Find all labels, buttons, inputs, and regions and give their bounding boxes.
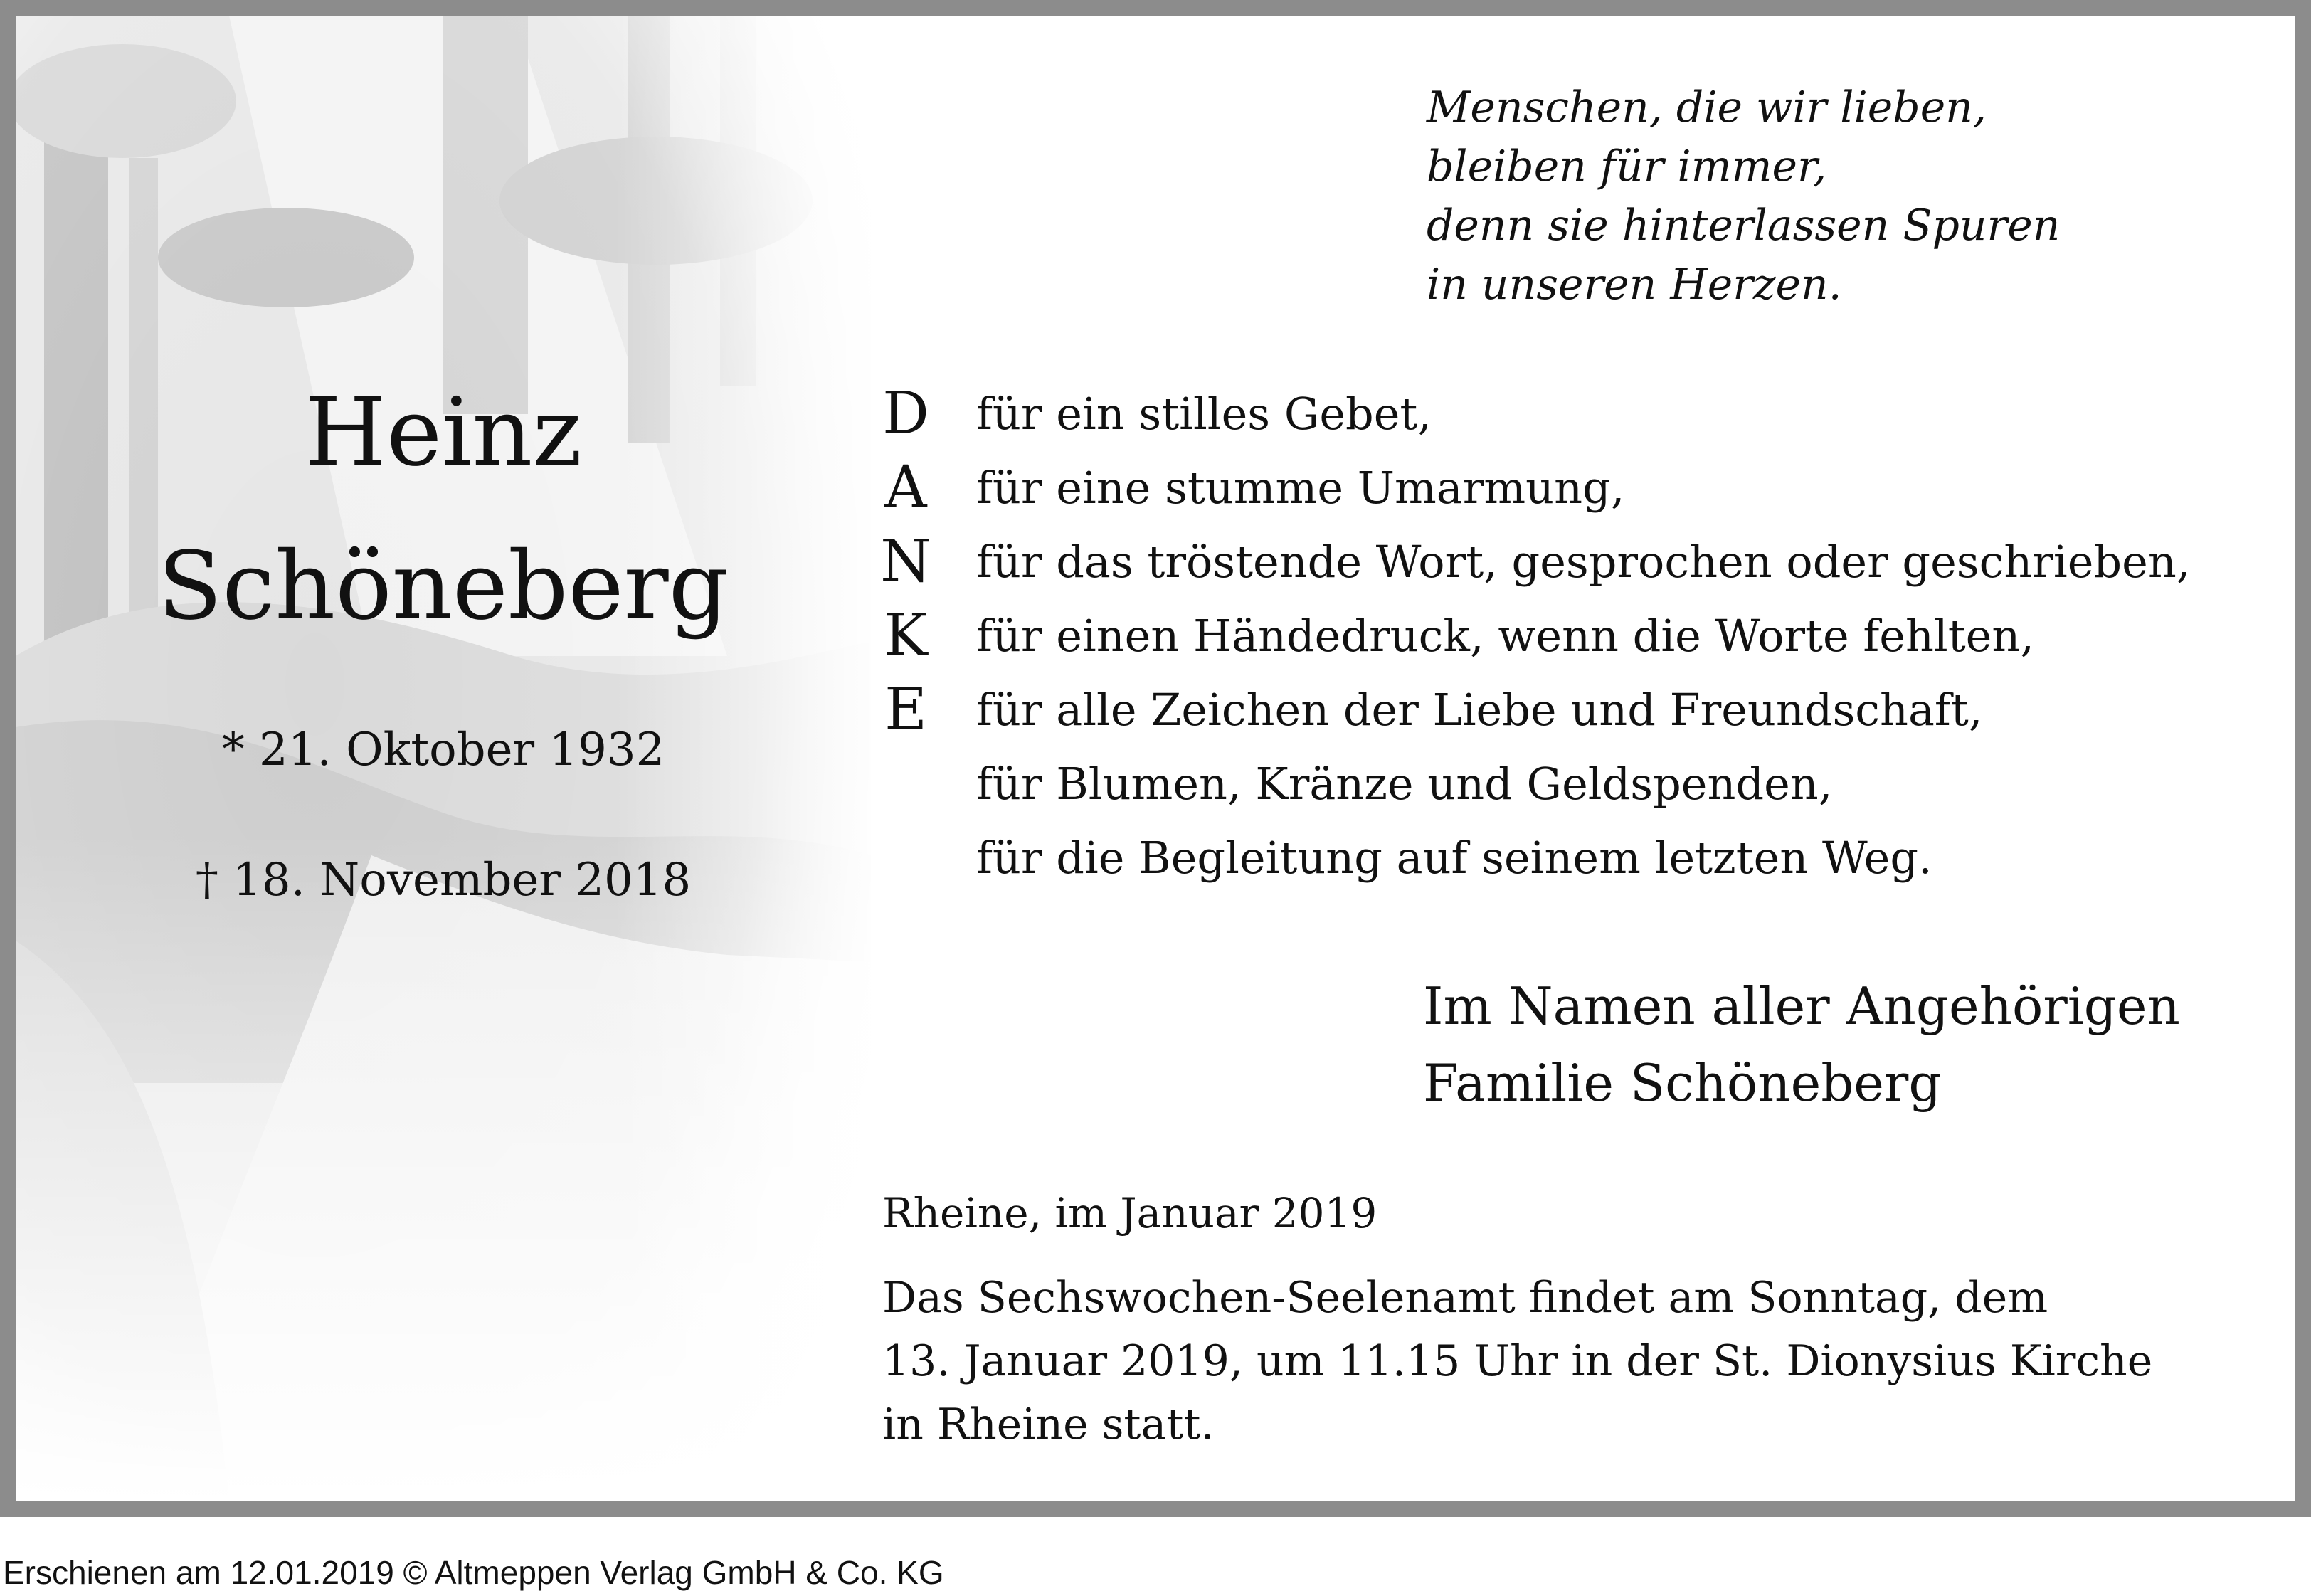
signature-line: Familie Schöneberg: [1423, 1053, 1942, 1113]
danke-letter: K: [884, 602, 928, 670]
thank-you-line: für die Begleitung auf seinem letzten Weg.: [976, 832, 1932, 884]
danke-letter: N: [880, 528, 931, 596]
deceased-first-name: Heinz: [304, 378, 582, 487]
thank-you-list: [976, 377, 2190, 895]
service-line: in Rheine statt.: [882, 1400, 1215, 1449]
quote-line: bleiben für immer,: [1427, 142, 1827, 191]
thank-you-line: für einen Händedruck, wenn die Worte fehlten,: [976, 610, 2035, 662]
thank-you-line: für ein stilles Gebet,: [976, 388, 1432, 440]
thank-you-line: für Blumen, Kränze und Geldspenden,: [976, 758, 1833, 810]
quote-line: in unseren Herzen.: [1427, 260, 1842, 310]
memorial-quote: [1427, 78, 2060, 315]
service-line: Das Sechswochen-Seelenamt findet am Sonntag, dem: [882, 1273, 2048, 1323]
service-line: 13. Januar 2019, um 11.15 Uhr in der St. Dionysius Kirche: [882, 1336, 2153, 1386]
place-and-date: Rheine, im Januar 2019: [882, 1189, 1377, 1237]
danke-letter: D: [882, 380, 929, 448]
birth-date: * 21. Oktober 1932: [221, 724, 665, 776]
publication-footer: Erschienen am 12.01.2019 © Altmeppen Verlag GmbH & Co. KG: [3, 1554, 944, 1591]
signature-line: Im Namen aller Angehörigen: [1423, 976, 2180, 1036]
thank-you-line: für eine stumme Umarmung,: [976, 462, 1625, 514]
service-announcement: [882, 1267, 2152, 1457]
family-signature: [1423, 968, 2180, 1121]
death-date: † 18. November 2018: [195, 854, 692, 907]
quote-line: denn sie hinterlassen Spuren: [1427, 201, 2061, 250]
deceased-last-name: Schöneberg: [157, 532, 729, 641]
danke-letter: E: [884, 676, 927, 744]
danke-letter: A: [884, 454, 927, 522]
thank-you-line: für das tröstende Wort, gesprochen oder geschrieben,: [976, 536, 2191, 588]
danke-acrostic: [877, 377, 934, 747]
thank-you-line: für alle Zeichen der Liebe und Freundschaft,: [976, 684, 1983, 736]
quote-line: Menschen, die wir lieben,: [1427, 83, 1987, 132]
